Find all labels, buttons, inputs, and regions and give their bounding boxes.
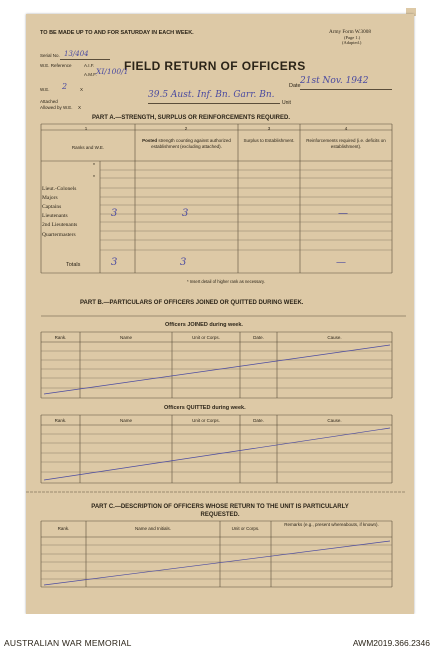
- joined-col-name: Name: [119, 335, 132, 340]
- lieutenants-posted-value: 3: [182, 208, 189, 219]
- attached-label: Attached: [40, 99, 58, 104]
- joined-col-date: Date.: [253, 335, 264, 340]
- serial-value: 13/404: [64, 50, 89, 58]
- allowed-x-marks: X: [78, 105, 82, 110]
- col3-header: Surplus to Establishment.: [243, 138, 295, 143]
- unit-value: 39.5 Aust. Inf. Bn. Garr. Bn.: [148, 90, 275, 100]
- totals-posted-value: 3: [180, 257, 187, 268]
- quitted-col-date: Date.: [253, 418, 264, 423]
- rank-row-7: 2nd Lieutenants: [42, 222, 78, 228]
- rank-row-1: *: [93, 163, 95, 169]
- partc-col-remarks: Remarks (e.g., present whereabouts, if known).: [284, 522, 379, 527]
- date-value: 21st Nov. 1942: [300, 76, 369, 86]
- col2-header-text: strength counting against authorized establishment (excluding attached).: [151, 138, 231, 149]
- totals-reinf-value: —: [336, 257, 346, 268]
- col-number-4: 4: [344, 126, 348, 131]
- footnote: * Insert detail of higher rank as necessary.: [187, 279, 265, 284]
- col-number-2: 2: [184, 126, 188, 131]
- quitted-col-rank: Rank.: [54, 418, 67, 423]
- rank-row-8: Quartermasters: [42, 232, 76, 238]
- partc-col-rank: Rank.: [57, 526, 70, 531]
- lieutenants-we-value: 3: [111, 208, 118, 219]
- aif-label: A.I.F.: [84, 63, 95, 68]
- we-x-marks: X: [80, 87, 84, 92]
- col-number-3: 3: [267, 126, 271, 131]
- form-adapted: (Adapted.): [342, 40, 362, 45]
- quitted-col-cause: Cause.: [327, 418, 342, 423]
- footer-source: AUSTRALIAN WAR MEMORIAL: [4, 638, 132, 648]
- footer-bar: [0, 614, 434, 653]
- instruction-text: TO BE MADE UP TO AND FOR SATURDAY IN EACH WEEK.: [40, 30, 194, 36]
- col1-header: Ranks and W.E.: [71, 145, 105, 150]
- rank-row-6: Lieutenants: [42, 213, 68, 219]
- part-b-title: PART B.—PARTICULARS OF OFFICERS JOINED OR QUITTED DURING WEEK.: [80, 300, 304, 306]
- col-number-1: 1: [84, 126, 88, 131]
- serial-label: Serial No.: [40, 53, 60, 58]
- unit-label: Unit: [282, 100, 291, 106]
- quitted-col-name: Name: [119, 418, 132, 423]
- joined-col-cause: Cause.: [327, 335, 342, 340]
- rank-row-2: *: [93, 175, 95, 181]
- footer-accession: AWM2019.366.2346: [352, 638, 430, 648]
- col4-header: Reinforcements required (i.e. deficits on establishment).: [306, 138, 386, 149]
- totals-we-value: 3: [111, 257, 118, 268]
- partc-col-unit: Unit or Corps.: [231, 526, 260, 531]
- date-label: Date: [289, 83, 301, 89]
- rank-row-5: Captains: [42, 204, 62, 210]
- form-page: (Page 1.): [344, 35, 361, 40]
- joined-col-rank: Rank.: [54, 335, 67, 340]
- quitted-title: Officers QUITTED during week.: [164, 405, 246, 411]
- joined-title: Officers JOINED during week.: [165, 322, 243, 328]
- we-value: 2: [62, 82, 68, 91]
- partc-col-name: Name and Initials.: [134, 526, 172, 531]
- rank-row-4: Majors: [42, 195, 58, 201]
- lieutenants-reinf-value: —: [338, 208, 348, 219]
- allowed-label: Allowed by W.E.: [40, 105, 73, 110]
- we-reference-label: W.E. Reference: [40, 63, 72, 68]
- we-label: W.E.: [40, 87, 50, 92]
- joined-col-unit: Unit or Corps.: [192, 335, 220, 340]
- part-c-title: PART C.—DESCRIPTION OF OFFICERS WHOSE RETURN TO THE UNIT IS PARTICULARLY REQUESTED.: [91, 504, 349, 518]
- rank-row-3: Lieut.-Colonels: [42, 186, 77, 192]
- col2-header-bold: Posted: [142, 138, 158, 143]
- quitted-col-unit: Unit or Corps.: [192, 418, 220, 423]
- document-title: FIELD RETURN OF OFFICERS: [124, 59, 306, 73]
- form-id: Army Form W.3008: [329, 29, 371, 35]
- amf-label: A.M.F.: [84, 72, 97, 77]
- part-a-title: PART A.—STRENGTH, SURPLUS OR REINFORCEMENTS REQUIRED.: [92, 115, 291, 121]
- totals-label: Totals: [66, 262, 81, 268]
- amf-value: XI/100/1: [96, 67, 129, 76]
